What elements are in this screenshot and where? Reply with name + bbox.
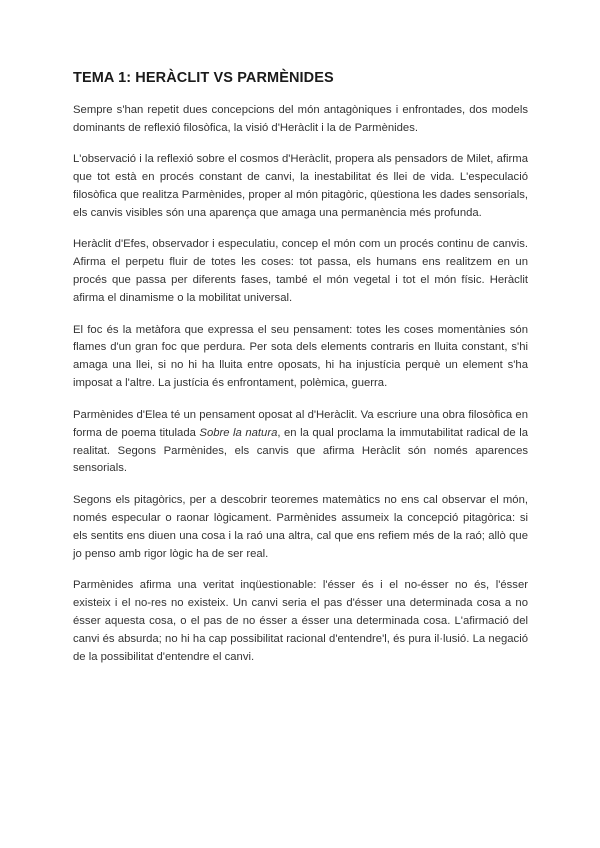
paragraph-heraclitus: Heràclit d'Efes, observador i especulatiu, concep el món com un procés continu de canvis. Afirma el perpetu fluir de totes les coses: tot passa, els humans ens realitzem en un procés que passa per diferents fases, també el món vegetal i tot el món físic. Heràclit afirma el dinamisme o la mobilitat universal. <box>73 238 528 305</box>
paragraph-pythagoreans: Segons els pitagòrics, per a descobrir teoremes matemàtics no ens cal observar el món, només especular o raonar lògicament. Parmènides assumeix la concepció pitagòrica: si els sentits ens diuen una cosa i la raó una altra, cal que ens refiem més de la raó; allò que jo penso amb rigor lògic ha de ser real. <box>73 493 528 560</box>
paragraph-parmenides-after: , en la qual proclama la immutabilitat radical de la realitat. Segons Parmènides, els canvis que afirma Heràclit són només aparences sensorials. <box>73 426 529 475</box>
paragraph-intro: Sempre s'han repetit dues concepcions del món antagòniques i enfrontades, dos models dominants de reflexió filosòfica, la visió d'Heràclit i la de Parmènides. <box>73 104 528 134</box>
paragraph-observation: L'observació i la reflexió sobre el cosmos d'Heràclit, propera als pensadors de Milet, afirma que tot està en procés constant de canvi, la inestabilitat és llei de vida. L'especulació filosòfica que realitza Parmènides, proper al món pitagòric, qüestiona les dades sensorials, els canvis visibles són una aparença que amaga una permanència més profunda. <box>73 153 528 220</box>
paragraph-parmenides <box>73 407 528 479</box>
document-page <box>73 70 528 680</box>
paragraph-parmenides-before: Parmènides d'Elea té un pensament oposat al d'Heràclit. Va escriure una obra filosòfica en forma de poema titulada <box>73 408 528 439</box>
paragraph-fire: El foc és la metàfora que expressa el seu pensament: totes les coses momentànies són flames d'un gran foc que perdura. Per sota dels elements contraris en lluita constant, s'hi amaga una llei, si no hi ha lluita entre oposats, hi ha injustícia perquè un element s'ha imposat a l'altre. La justícia és enfrontament, polèmica, guerra. <box>73 323 528 390</box>
book-title: Sobre la natura <box>199 426 278 439</box>
paragraph-being: Parmènides afirma una veritat inqüestionable: l'ésser és i el no-ésser no és, l'ésser existeix i el no-res no existeix. Un canvi seria el pas d'ésser una determinada cosa a no ésser aquesta cosa, o el pas de no ésser a ésser una determinada cosa. L'afirmació del canvi és absurda; no hi ha cap possibilitat racional d'entendre'l, és pura il·lusió. La negació de la possibilitat d'entendre el canvi. <box>73 578 528 663</box>
document-title: TEMA 1: HERÀCLIT VS PARMÈNIDES <box>73 70 334 86</box>
